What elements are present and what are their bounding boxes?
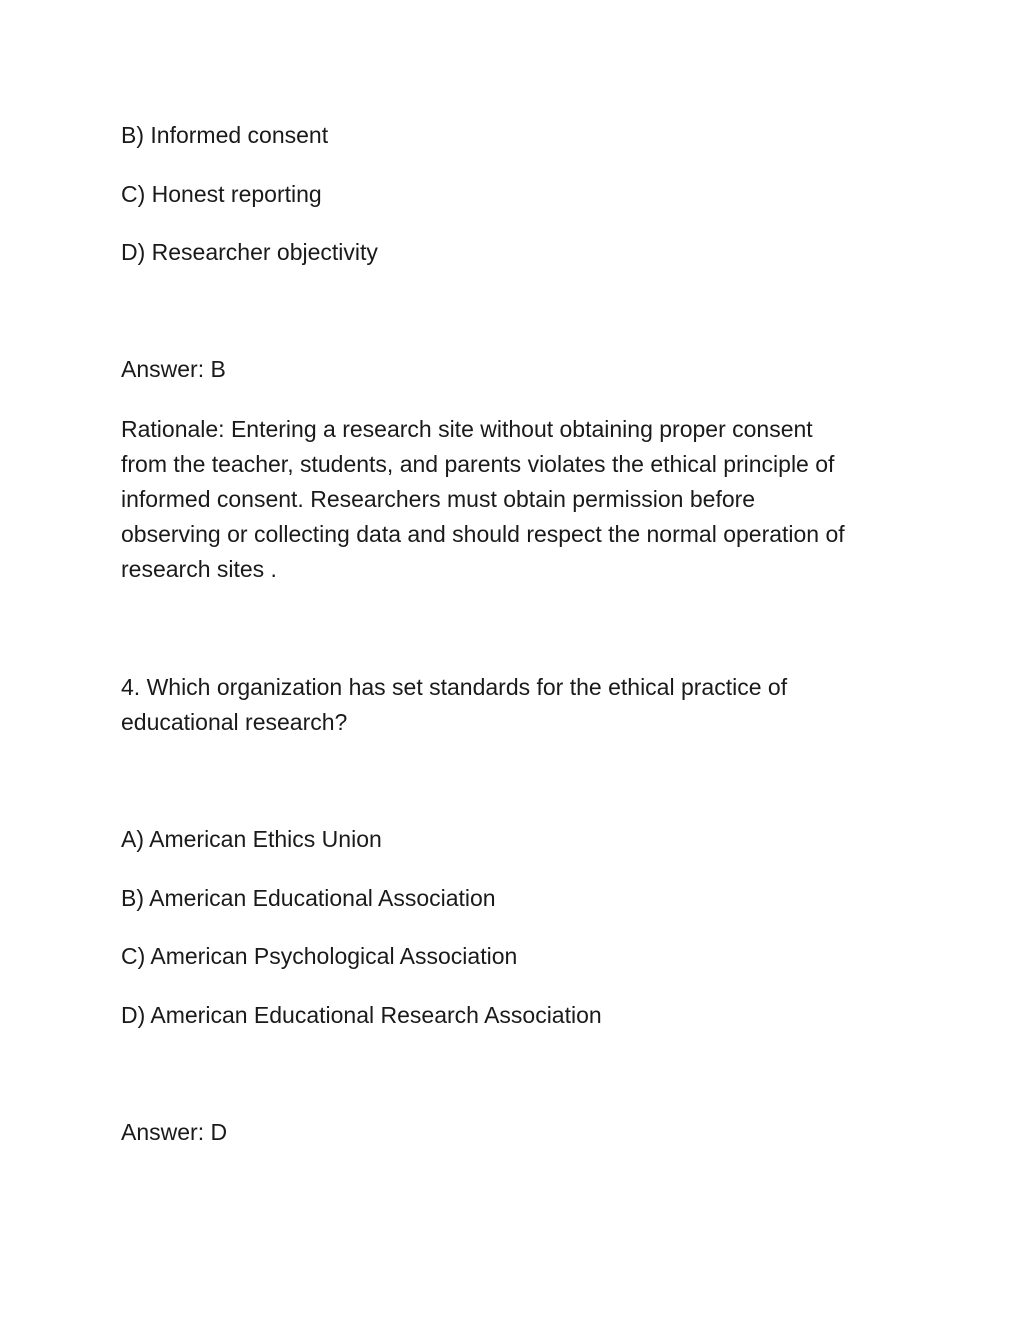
option-c: C) Honest reporting — [121, 181, 322, 207]
option-b: B) American Educational Association — [121, 885, 496, 911]
question-line: 4. Which organization has set standards for the ethical practice of — [121, 674, 788, 700]
answer-text: Answer: D — [121, 1119, 228, 1145]
option-c: C) American Psychological Association — [121, 943, 518, 969]
answer-text: Answer: B — [121, 356, 226, 382]
option-a: A) American Ethics Union — [121, 826, 382, 852]
option-b: B) Informed consent — [121, 122, 329, 148]
question-line: educational research? — [121, 709, 348, 735]
rationale-line: observing or collecting data and should respect the normal operation of — [121, 521, 845, 547]
rationale-line: from the teacher, students, and parents violates the ethical principle of — [121, 451, 835, 477]
option-d: D) Researcher objectivity — [121, 239, 378, 265]
rationale-line: research sites . — [121, 556, 277, 582]
rationale-line: Rationale: Entering a research site without obtaining proper consent — [121, 416, 813, 442]
option-d: D) American Educational Research Association — [121, 1002, 602, 1028]
rationale-line: informed consent. Researchers must obtain permission before — [121, 486, 756, 512]
